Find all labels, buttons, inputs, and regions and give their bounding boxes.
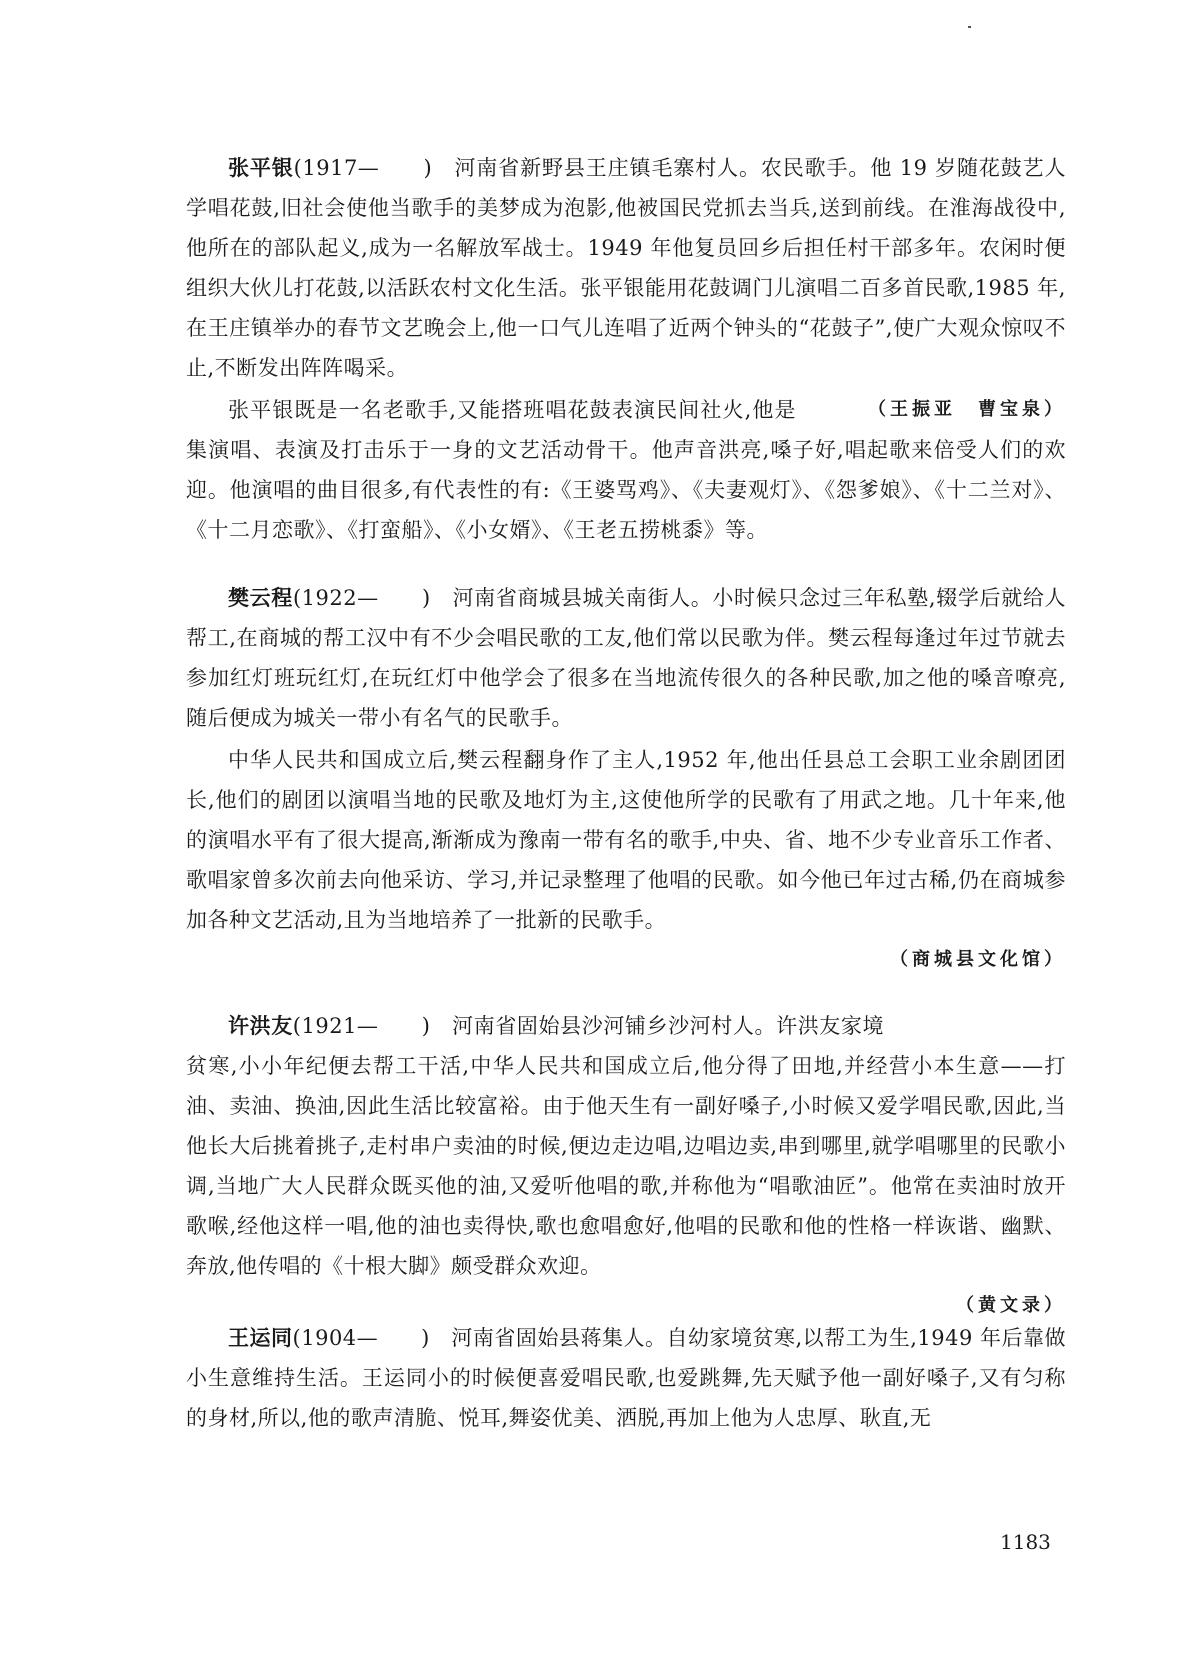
entry-text: 中华人民共和国成立后,樊云程翻身作了主人,1952 年,他出任县总工会职工业余剧团团长,他们的剧团以演唱当地的民歌及地灯为主,这使他所学的民歌有了用武之地。几十年来,他的演唱水平有了很大提高,渐渐成为豫南一带有名的歌手,中央、省、地不少专业音乐工作者、歌唱家曾多次前去向他采访、学习,并记录整理了他唱的民歌。如今他已年过古稀,仍在商城参加各种文艺活动,且为当地培养了一批新的民歌手。 [186,748,1066,932]
entry-xu-hongyou [186,1006,1066,1316]
entry-paragraph [186,578,1066,738]
entry-paragraph [186,148,1066,388]
entry-name: 张平银 [228,156,294,180]
entry-fan-yuncheng [186,578,1066,980]
entry-text: 河南省固始县蒋集人。自幼家境贫寒,以帮工为生,1949 年后靠做小生意维持生活。王运同小的时候便喜爱唱民歌,也爱跳舞,先天赋予他一副好嗓子,又有匀称的身材,所以,他的歌声清脆、悦耳,舞姿优美、洒脱,再加上他为人忠厚、耿直,无 [186,1326,1067,1430]
entry-text: 张平银既是一名老歌手,又能搭班唱花鼓表演民间社火,他是集演唱、表演及打击乐于一身的文艺活动骨干。他声音洪亮,嗓子好,唱起歌来倍受人们的欢迎。他演唱的曲目很多,有代表性的有:《王婆骂鸡》、《夫妻观灯》、《怨爹娘》、《十二兰对》、《十二月恋歌》、《打蛮船》、《小女婿》、《王老五捞桃黍》等。 [186,398,1066,542]
entry-text: 河南省固始县沙河铺乡沙河村人。许洪友家境贫寒,小小年纪便去帮工干活,中华人民共和国成立后,他分得了田地,并经营小本生意——打油、卖油、换油,因此生活比较富裕。由于他天生有一副好嗓子,小时候又爱学唱民歌,因此,当他长大后挑着挑子,走村串户卖油的时候,便边走边唱,边唱边卖,串到哪里,就学唱哪里的民歌小调,当地广大人民群众既买他的油,又爱听他唱的歌,并称他为“唱歌油匠”。他常在卖油时放开歌喉,经他这样一唱,他的油也卖得快,歌也愈唱愈好,他唱的民歌和他的性格一样诙谐、幽默、奔放,他传唱的《十根大脚》颇受群众欢迎。 [186,1014,1066,1278]
entry-text: 河南省新野县王庄镇毛寨村人。农民歌手。他 19 岁随花鼓艺人学唱花鼓,旧社会使他当歌手的美梦成为泡影,他被国民党抓去当兵,送到前线。在淮海战役中,他所在的部队起义,成为一名解放军战士。1949 年他复员回乡后担任村干部多年。农闲时便组织大伙儿打花鼓,以活跃农村文化生活。张平银能用花鼓调门儿演唱二百多首民歌,1985 年,在王庄镇举办的春节文艺晚会上,他一口气儿连唱了近两个钟头的“花鼓子”,使广大观众惊叹不止,不断发出阵阵喝采。 [186,156,1066,380]
entry-paragraph [186,740,1066,940]
scan-speck [968,26,971,28]
entry-credit: （王振亚 曹宝泉） [868,399,1066,420]
entry-credit: （商城县文化馆） [890,949,1066,970]
page-number: 1183 [1000,1530,1051,1554]
entry-paragraph [186,390,1066,550]
entry-years: (1921— ) [292,1014,431,1038]
entry-name: 许洪友 [228,1014,293,1038]
entry-name: 樊云程 [228,586,293,610]
entry-text: 河南省商城县城关南街人。小时候只念过三年私塾,辍学后就给人帮工,在商城的帮工汉中有不少会唱民歌的工友,他们常以民歌为伴。樊云程每逢过年过节就去参加红灯班玩红灯,在玩红灯中他学会了很多在当地流传很久的各种民歌,加之他的嗓音嘹亮,随后便成为城关一带小有名气的民歌手。 [186,586,1067,730]
entry-name: 王运同 [228,1326,293,1350]
entry-years: (1917— ) [293,156,433,180]
entry-paragraph [186,1006,1066,1316]
entry-zhang-pingyin [186,148,1066,550]
entry-credit: （黄文录） [956,1295,1066,1316]
entry-years: (1922— ) [292,586,431,610]
entry-wang-yuntong [186,1318,1066,1438]
entry-paragraph [186,1318,1066,1438]
entry-years: (1904— ) [292,1326,430,1350]
